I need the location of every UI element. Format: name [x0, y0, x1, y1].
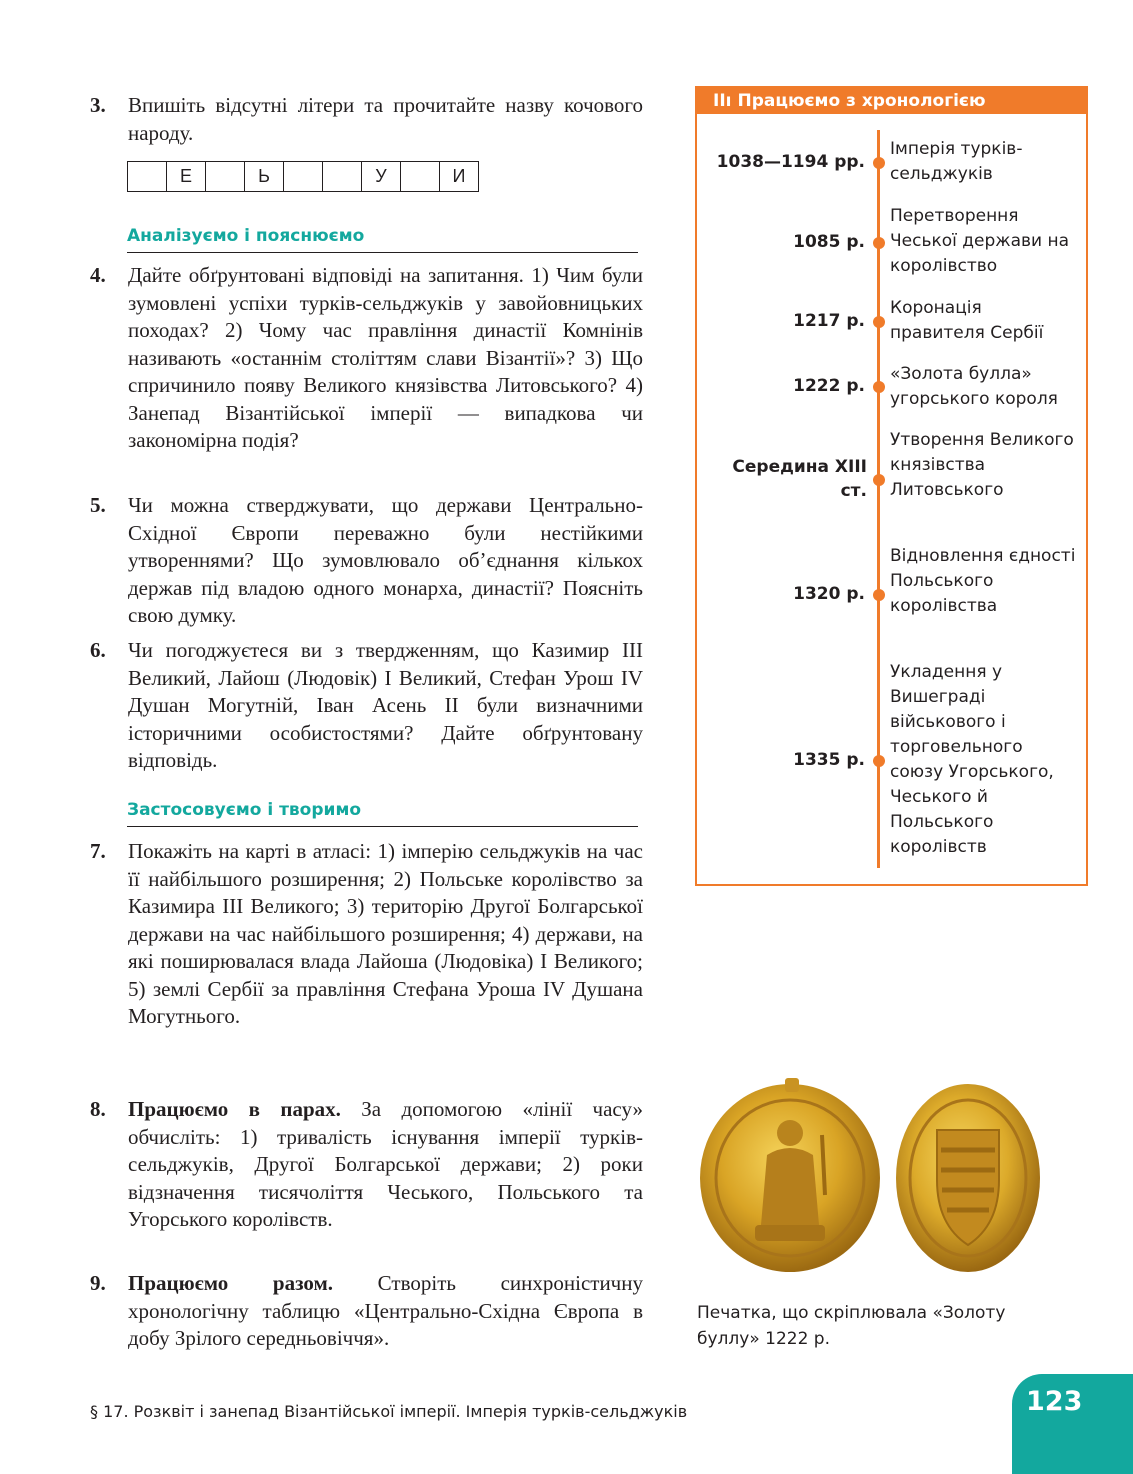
- seal-reverse-image: [895, 1075, 1045, 1275]
- timeline-date: 1320 р.: [793, 584, 865, 604]
- question-text: Впишіть відсутні літери та прочитайте назву кочового народу.: [128, 93, 643, 145]
- letter-cell[interactable]: [284, 161, 323, 192]
- timeline-date: 1222 р.: [793, 376, 865, 396]
- running-footer: § 17. Розквіт і занепад Візантійської імперії. Імперія турків-сельджуків: [90, 1402, 688, 1421]
- timeline-date: 1335 р.: [793, 750, 865, 770]
- question-text: Покажіть на карті в атласі: 1) імперію сельджуків на час її найбільшого розширення; 2) Польське королівство за Казимира III Великого; 3) територію Другої Болгарської держави на час найбільшого розширення; 4) держави, на які поширювалася влада Лайоша (Людовіка) I Великого; 5) землі Сербії за правління Стефана Уроша IV Душана Могутнього.: [128, 839, 643, 1028]
- letter-cell[interactable]: [401, 161, 440, 192]
- timeline-header: [697, 88, 1086, 114]
- timeline-dot: [873, 755, 885, 767]
- chronology-icon: IIı: [713, 91, 732, 111]
- letter-grid: [127, 161, 479, 192]
- letter-cell[interactable]: Е: [167, 161, 206, 192]
- question-text: [128, 1270, 643, 1353]
- timeline-dot: [873, 474, 885, 486]
- question-number: 8.: [90, 1097, 106, 1121]
- timeline-title: Працюємо з хронологією: [737, 91, 986, 111]
- timeline-date: 1085 р.: [793, 232, 865, 252]
- section-heading-analyze: Аналізуємо і пояснюємо: [127, 226, 638, 253]
- question-text: [128, 1096, 643, 1234]
- letter-cell[interactable]: [206, 161, 245, 192]
- timeline-date: 1217 р.: [793, 311, 865, 331]
- timeline-dot: [873, 589, 885, 601]
- question-number: 9.: [90, 1271, 106, 1295]
- question-3: [90, 92, 643, 147]
- timeline-dot: [873, 316, 885, 328]
- timeline-event: Перетворення Чеської держави на королівство: [890, 206, 1070, 276]
- question-9: [90, 1270, 643, 1353]
- timeline-date: Середина XIII ст.: [732, 457, 867, 501]
- timeline-event: Утворення Великого князівства Литовського: [890, 430, 1074, 500]
- page-number-tab: [1012, 1374, 1133, 1474]
- question-number: 3.: [90, 93, 106, 117]
- letter-cell[interactable]: Ь: [245, 161, 284, 192]
- letter-cell[interactable]: У: [362, 161, 401, 192]
- timeline-event: Укладення у Вишеграді військового і торговельного союзу Угорського, Чеського й Польського королівств: [890, 662, 1054, 857]
- timeline-event: Відновлення єдності Польського королівства: [890, 546, 1076, 616]
- task-mode-label: Працюємо в парах.: [128, 1097, 341, 1121]
- question-text: Дайте обґрунтовані відповіді на запитання. 1) Чим були зумовлені успіхи турків-сельджуків у завойовницьких походах? 2) Чому час правління династії Комнінів називають «останнім століттям слави Візантії»? 3) Що спричинило появу Великого князівства Литовського? 4) Занепад Візантійської імперії — випадкова чи закономірна подія?: [128, 263, 643, 452]
- question-body: За допомогою «лінії часу» обчисліть: 1) тривалість існування імперії турків-сельджуків, Другої Болгарської держави; 2) роки відзначення тисячоліття Чеського, Польського та Угорського королівств.: [128, 1097, 643, 1231]
- question-text: Чи погоджуєтеся ви з твердженням, що Казимир III Великий, Лайош (Людовік) I Великий, Стефан Урош IV Душан Могутній, Іван Асень II були визначними історичними особистостями? Дайте обґрунтовану відповідь.: [128, 638, 643, 772]
- timeline-dot: [873, 157, 885, 169]
- timeline-event: «Золота булла» угорського короля: [890, 364, 1058, 409]
- task-mode-label: Працюємо разом.: [128, 1271, 334, 1295]
- question-number: 6.: [90, 638, 106, 662]
- timeline-panel: [695, 86, 1088, 886]
- seal-obverse-image: [697, 1075, 887, 1275]
- timeline-dot: [873, 237, 885, 249]
- question-8: [90, 1096, 643, 1234]
- timeline-date: 1038—1194 рр.: [716, 152, 865, 172]
- letter-cell[interactable]: [128, 161, 167, 192]
- letter-cell[interactable]: [323, 161, 362, 192]
- image-caption: Печатка, що скріплювала «Золоту буллу» 1222 р.: [697, 1303, 1006, 1349]
- timeline-dot: [873, 381, 885, 393]
- timeline-event: Імперія турків-сельджуків: [890, 139, 1023, 184]
- letter-cell[interactable]: И: [440, 161, 479, 192]
- question-5: [90, 492, 643, 630]
- timeline-event: Коронація правителя Сербії: [890, 298, 1044, 343]
- question-text: Чи можна стверджувати, що держави Центрально-Східної Європи переважно були нестійкими утвореннями? Що зумовлювало об’єднання кількох держав під владою одного монарха, династії? Поясніть свою думку.: [128, 493, 643, 627]
- question-number: 7.: [90, 839, 106, 863]
- question-4: [90, 262, 643, 455]
- question-body: Створіть синхроністичну хронологічну таблицю «Центрально-Східна Європа в добу Зрілого середньовіччя».: [128, 1271, 643, 1350]
- question-6: [90, 637, 643, 775]
- question-number: 4.: [90, 263, 106, 287]
- section-heading-apply: Застосовуємо і творимо: [127, 800, 638, 827]
- question-7: [90, 838, 643, 1031]
- page-number: 123: [1026, 1386, 1083, 1417]
- question-number: 5.: [90, 493, 106, 517]
